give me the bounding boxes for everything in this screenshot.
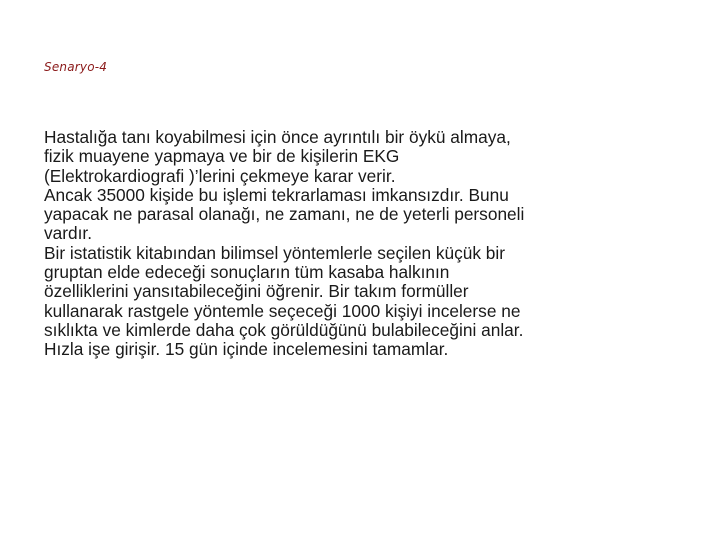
text-line: Bir istatistik kitabından bilimsel yöntemlerle seçilen küçük bir [44,242,506,263]
text-line: yapacak ne parasal olanağı, ne zamanı, ne de yeterli personeli [44,204,525,225]
text-line: Hastalığa tanı koyabilmesi için önce ayrıntılı bir öykü almaya, [44,127,511,147]
text-line: gruptan elde edeceği sonuçların tüm kasaba halkının [44,262,450,283]
text-line: (Elektrokardiografi )’lerini çekmeye karar verir. [44,165,396,186]
paragraph-3 [44,244,694,340]
text-line: fizik muayene yapmaya ve bir de kişilerin EKG [44,146,400,167]
scenario-label: Senaryo-4 [44,60,108,74]
paragraph-2 [44,186,694,244]
text-line: özelliklerini yansıtabileceğini öğrenir. Bir takım formüller [44,281,469,302]
paragraph-4 [44,340,694,359]
text-line: sıklıkta ve kimlerde daha çok görüldüğünü bulabileceğini anlar. [44,319,524,340]
text-line: Ancak 35000 kişide bu işlemi tekrarlaması imkansızdır. Bunu [44,184,509,205]
paragraph-1 [44,128,694,186]
text-line: kullanarak rastgele yöntemle seçeceği 1000 kişiyi incelerse ne [44,300,521,321]
text-line: Hızla işe girişir. 15 gün içinde incelemesini tamamlar. [44,339,449,360]
body-text [44,128,694,360]
text-line: vardır. [44,223,93,244]
